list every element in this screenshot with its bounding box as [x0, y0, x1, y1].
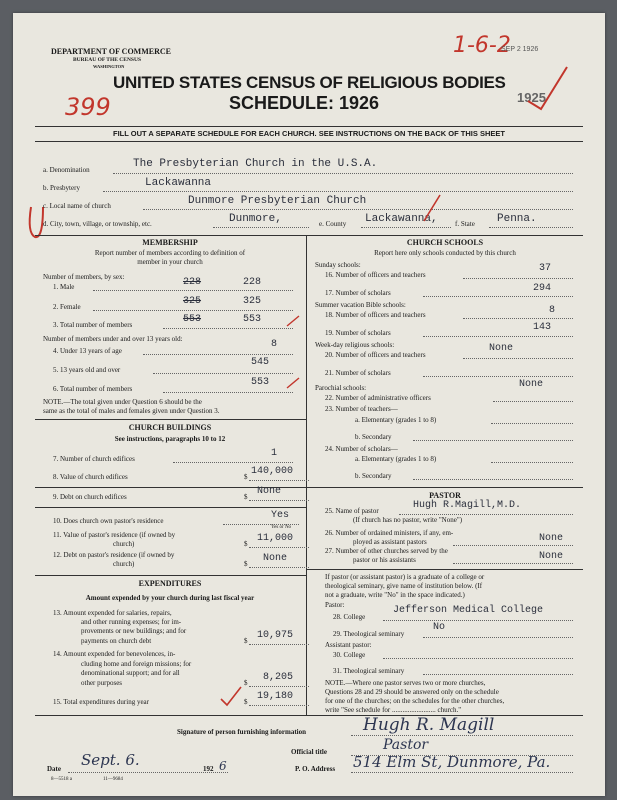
age-label: Number of members under and over 13 years old: — [43, 335, 183, 343]
q25-label: 25. Name of pastor — [325, 507, 379, 515]
q29-label: 29. Theological seminary — [333, 630, 405, 638]
q13-value[interactable]: 10,975 — [257, 630, 294, 641]
signature-value[interactable]: Hugh R. Magill — [363, 715, 495, 735]
dollar-sign: $ — [244, 698, 248, 706]
county-value[interactable]: Lackawanna, — [365, 213, 438, 225]
q1-value[interactable]: 228 — [243, 277, 262, 288]
q2-value[interactable]: 325 — [243, 296, 262, 307]
pastor-sub-label: Pastor: — [325, 601, 345, 609]
q25-hint: (If church has no pastor, write "None") — [353, 516, 463, 524]
schools-sub: Report here only schools conducted by this church — [374, 249, 516, 257]
q23a-label: a. Elementary (grades 1 to 8) — [355, 416, 437, 424]
q25-value[interactable]: Hugh R.Magill,M.D. — [413, 500, 522, 511]
sex-label: Number of members, by sex: — [43, 273, 125, 281]
q4-label: 4. Under 13 years of age — [53, 347, 122, 355]
q27-label-a: 27. Number of other churches served by the — [325, 547, 448, 555]
dollar-sign: $ — [244, 540, 248, 548]
q14-label-c: denominational support; and for all — [81, 669, 180, 677]
q16-value[interactable]: 37 — [539, 263, 552, 274]
q10-value[interactable]: Yes — [271, 510, 290, 521]
q12-label-a: 12. Debt on pastor's residence (if owned by — [53, 551, 175, 559]
q13-label-b: and other running expenses; for im- — [81, 618, 182, 626]
q3-old-value: 553 — [183, 314, 202, 325]
denomination-value[interactable]: The Presbyterian Church in the U.S.A. — [133, 158, 378, 170]
q23-label: 23. Number of teachers— — [325, 405, 398, 413]
q7-value[interactable]: 1 — [271, 448, 278, 459]
q2-label: 2. Female — [53, 303, 81, 311]
q14-value[interactable]: 8,205 — [263, 672, 294, 683]
title-value[interactable]: Pastor — [383, 737, 429, 753]
q26-value[interactable]: None — [539, 533, 564, 544]
q13-label-a: 13. Amount expended for salaries, repairs, — [53, 609, 172, 617]
weekday-label: Week-day religious schools: — [315, 341, 395, 349]
q27-label-b: pastor or his assistants — [353, 556, 416, 564]
red-date-note: 1-6-2 — [453, 33, 511, 58]
city-label: WASHINGTON — [93, 64, 125, 69]
q17-value[interactable]: 294 — [533, 283, 552, 294]
q11-value[interactable]: 11,000 — [257, 533, 294, 544]
q2-old-value: 325 — [183, 296, 202, 307]
q20-label: 20. Number of officers and teachers — [325, 351, 426, 359]
parochial-label: Parochial schools: — [315, 384, 367, 392]
pastor-heading: PASTOR — [429, 491, 461, 500]
q28-value[interactable]: Jefferson Medical College — [393, 605, 544, 616]
pastor-note-b: Questions 28 and 29 should be answered only on the schedule — [325, 688, 499, 696]
received-stamp: SEP 2 1926 — [501, 46, 539, 53]
census-form — [13, 13, 605, 796]
expenditures-heading: EXPENDITURES — [138, 579, 202, 588]
q15-value[interactable]: 19,180 — [257, 691, 294, 702]
dollar-sign: $ — [244, 679, 248, 687]
membership-note-b: same as the total of males and females given under Question 3. — [43, 407, 220, 415]
q17-label: 17. Number of scholars — [325, 289, 391, 297]
bureau-label: BUREAU OF THE CENSUS — [73, 57, 142, 63]
schools-heading: CHURCH SCHOOLS — [406, 238, 484, 247]
q8-label: 8. Value of church edifices — [53, 473, 128, 481]
grad-note-c: not a graduate, write "No" in the space indicated.) — [325, 591, 465, 599]
state-label: f. State — [455, 220, 475, 228]
q23b-label: b. Secondary — [355, 433, 392, 441]
red-tick — [418, 191, 448, 227]
q7-label: 7. Number of church edifices — [53, 455, 135, 463]
q1-old-value: 228 — [183, 277, 202, 288]
q24b-label: b. Secondary — [355, 472, 392, 480]
q16-label: 16. Number of officers and teachers — [325, 271, 426, 279]
membership-note-a: NOTE.—The total given under Question 6 should be the — [43, 398, 202, 406]
q20-value[interactable]: None — [489, 343, 514, 354]
q14-label-a: 14. Amount expended for benevolences, in- — [53, 650, 176, 658]
q28-label: 28. College — [333, 613, 366, 621]
instructions-banner: FILL OUT A SEPARATE SCHEDULE FOR EACH CHURCH. SEE INSTRUCTIONS ON THE BACK OF THIS SHEET — [113, 129, 505, 138]
pastor-note-c: for one of the churches; on the schedules for the other churches, — [325, 697, 505, 705]
q30-label: 30. College — [333, 651, 366, 659]
pastor-note-a: NOTE.—Where one pastor serves two or more churches, — [325, 679, 486, 687]
form-subtitle: SCHEDULE: 1926 — [229, 93, 380, 113]
local-name-label: c. Local name of church — [43, 202, 111, 210]
q10-hint: Yes or No — [271, 525, 292, 530]
membership-note1: Report number of members according to definition of — [94, 249, 246, 257]
q6-value[interactable]: 553 — [251, 377, 270, 388]
q1-label: 1. Male — [53, 283, 75, 291]
q15-label: 15. Total expenditures during year — [53, 698, 149, 706]
date-label: Date — [47, 765, 61, 773]
q10-label: 10. Does church own pastor's residence — [53, 517, 164, 525]
q14-label-d: other purposes — [81, 679, 123, 687]
address-label: P. O. Address — [295, 765, 336, 773]
summer-label: Summer vacation Bible schools: — [315, 301, 406, 309]
city-label: d. City, town, village, or township, etc. — [43, 220, 152, 228]
dollar-sign: $ — [244, 493, 248, 501]
state-value[interactable]: Penna. — [497, 213, 537, 225]
address-value[interactable]: 514 Elm St, Dunmore, Pa. — [353, 753, 551, 771]
grad-note-a: If pastor (or assistant pastor) is a graduate of a college or — [325, 573, 485, 581]
year-stamp: 1925 — [517, 90, 546, 105]
q12-label-b: church) — [113, 560, 135, 568]
q13-label-c: provements or new buildings; and for — [81, 627, 187, 635]
date-year-hand[interactable]: 6 — [219, 759, 227, 773]
county-label: e. County — [319, 220, 347, 228]
q11-label-b: church) — [113, 540, 135, 548]
signature-label: Signature of person furnishing information — [177, 728, 306, 736]
q26-label-a: 26. Number of ordained ministers, if any, em- — [325, 529, 454, 537]
q29-value[interactable]: No — [433, 622, 446, 633]
local-name-value[interactable]: Dunmore Presbyterian Church — [188, 195, 367, 207]
parochial-value[interactable]: None — [519, 379, 544, 390]
date-year-label: 192 — [203, 765, 214, 773]
buildings-sub: See instructions, paragraphs 10 to 12 — [114, 435, 226, 443]
q9-label: 9. Debt on church edifices — [53, 493, 127, 501]
city-value[interactable]: Dunmore, — [229, 213, 282, 225]
q18-label: 18. Number of officers and teachers — [325, 311, 426, 319]
q18-value[interactable]: 8 — [549, 305, 556, 316]
dollar-sign: $ — [244, 473, 248, 481]
asst-label: Assistant pastor: — [325, 641, 372, 649]
q21-label: 21. Number of scholars — [325, 369, 391, 377]
expenditures-sub: Amount expended by your church during last fiscal year — [85, 594, 255, 602]
q24a-label: a. Elementary (grades 1 to 8) — [355, 455, 437, 463]
pastor-note-d: write "See schedule for ......................... church." — [325, 706, 462, 714]
q19-value[interactable]: 143 — [533, 322, 552, 333]
q11-label-a: 11. Value of pastor's residence (if owned by — [53, 531, 176, 539]
q13-label-d: payments on church debt — [81, 637, 152, 645]
q26-label-b: ployed as assistant pastors — [353, 538, 427, 546]
form-number-2: 11—9684 — [103, 777, 123, 782]
sunday-label: Sunday schools: — [315, 261, 361, 269]
q24-label: 24. Number of scholars— — [325, 445, 398, 453]
q27-value[interactable]: None — [539, 551, 564, 562]
form-number: 8—5518 a — [51, 777, 72, 782]
red-check-mark — [523, 63, 573, 113]
title-label: Official title — [291, 748, 327, 756]
q5-value[interactable]: 545 — [251, 357, 270, 368]
q19-label: 19. Number of scholars — [325, 329, 391, 337]
q31-label: 31. Theological seminary — [333, 667, 405, 675]
q9-value[interactable]: None — [257, 486, 282, 497]
red-file-number: 399 — [65, 93, 111, 121]
q4-value[interactable]: 8 — [271, 339, 278, 350]
q22-label: 22. Number of administrative officers — [325, 394, 431, 402]
dollar-sign: $ — [244, 560, 248, 568]
q8-value[interactable]: 140,000 — [251, 466, 294, 477]
membership-note2: member in your church — [137, 258, 203, 266]
red-tick — [285, 313, 301, 329]
presbytery-label: b. Presbytery — [43, 184, 80, 192]
q3-value[interactable]: 553 — [243, 314, 262, 325]
dept-label: DEPARTMENT OF COMMERCE — [51, 47, 172, 56]
red-tick — [285, 375, 301, 391]
presbytery-value[interactable]: Lackawanna — [145, 177, 212, 189]
grad-note-b: theological seminary, give name of institution below. (If — [325, 582, 483, 590]
q6-label: 6. Total number of members — [53, 385, 133, 393]
membership-heading: MEMBERSHIP — [142, 238, 198, 247]
q5-label: 5. 13 years old and over — [53, 366, 121, 374]
buildings-heading: CHURCH BUILDINGS — [128, 423, 212, 432]
red-tick — [219, 685, 243, 707]
date-value[interactable]: Sept. 6. — [81, 751, 140, 769]
form-title: UNITED STATES CENSUS OF RELIGIOUS BODIES — [113, 73, 506, 92]
q3-label: 3. Total number of members — [53, 321, 133, 329]
dollar-sign: $ — [244, 637, 248, 645]
q12-value[interactable]: None — [263, 553, 288, 564]
q14-label-b: cluding home and foreign missions; for — [81, 660, 192, 668]
denomination-label: a. Denomination — [43, 166, 90, 174]
